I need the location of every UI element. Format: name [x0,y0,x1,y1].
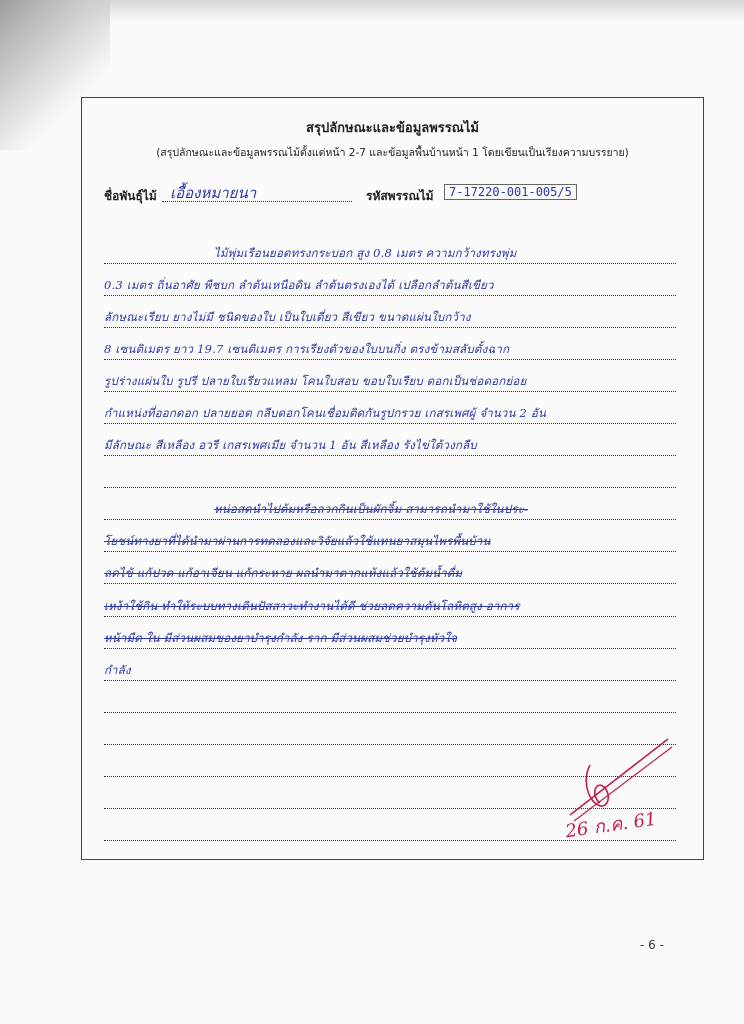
handwritten-line: หน่อสดนำไปต้มหรือลวกกินเป็นผักจิ้ม สามารถนำมาใช้ในประ- [214,502,529,516]
plant-code-field [366,187,666,207]
handwritten-line: โยชน์ทางยาที่ได้นำมาผ่านการทดลองและวิจัยแล้วใช้แทนยาสมุนไพรพื้นบ้าน [104,534,491,548]
dotted-line [104,712,676,713]
scan-edge-shadow [0,0,744,22]
dotted-line [104,327,676,328]
form-subtitle: (สรุปลักษณะและข้อมูลพรรณไม้ตั้งแต่หน้า 2-7 และข้อมูลพื้นบ้านหน้า 1 โดยเขียนเป็นเรียงความบรรยาย) [156,147,629,159]
plant-code-label: รหัสพรรณไม้ [366,189,434,203]
page-number: - 6 - [640,938,664,952]
form-title: สรุปลักษณะและข้อมูลพรรณไม้ [306,121,479,136]
handwritten-line: ลักษณะเรียบ ยางไม่มี ชนิดของใบ เป็นใบเดี่ยว สีเขียว ขนาดแผ่นใบกว้าง [104,310,471,324]
handwritten-line: เหง้าใช้กิน ทำให้ระบบทางเดินปัสสาวะทำงานได้ดี ช่วยลดความดันโลหิตสูง อาการ [104,599,520,613]
handwritten-line: รูปร่างแผ่นใบ รูปรี ปลายใบเรียวแหลม โคนใบสอบ ขอบใบเรียบ ดอกเป็นช่อดอกย่อย [104,374,527,388]
local-name-value: เอื้องหมายนา [170,184,257,202]
handwritten-line: 8 เซนติเมตร ยาว 19.7 เซนติเมตร การเรียงตัวของใบบนกิ่ง ตรงข้ามสลับตั้งฉาก [104,342,510,356]
handwritten-line: กำแหน่งที่ออกดอก ปลายยอด กลีบดอกโคนเชื่อมติดกันรูปกรวย เกสรเพศผู้ จำนวน 2 อัน [104,406,547,420]
local-name-field [104,184,354,207]
dotted-line [104,648,676,649]
local-name-label: ชื่อพันธุ์ไม้ [104,189,157,203]
handwritten-line: 0.3 เมตร ถิ่นอาศัย พืชบก ลำต้นเหนือดิน ลำต้นตรงเองได้ เปลือกลำต้นสีเขียว [104,278,494,292]
dotted-line [104,423,676,424]
dotted-line [104,616,676,617]
dotted-line [104,680,676,681]
signature-date: 26 ก.ค. 61 [564,808,658,843]
handwritten-line: ไม้พุ่มเรือนยอดทรงกระบอก สูง 0.8 เมตร ความกว้างทรงพุ่ม [214,246,517,260]
dotted-line [104,295,676,296]
handwritten-line: หน้ามืด ใน มีส่วนผสมของยาบำรุงกำลัง ราก มีส่วนผสมช่วยบำรุงหัวใจ [104,631,458,645]
dotted-line [104,519,676,520]
dotted-line [104,455,676,456]
dotted-line [104,263,676,264]
handwritten-line: มีลักษณะ สีเหลือง อวรี เกสรเพศเมีย จำนวน 1 อัน สีเหลือง รังไข่ใต้วงกลีบ [104,438,477,452]
dotted-line [104,391,676,392]
plant-code-value: 7-17220-001-005/5 [444,184,577,200]
handwritten-line: กำลัง [104,663,131,677]
dotted-line [104,551,676,552]
dotted-line [104,583,676,584]
handwritten-line: ลดไข้ แก้ปวด แก้อาเจียน แก้กระหาย ผลนำมาตากแห้งแล้วใช้ต้มน้ำดื่ม [104,566,463,580]
dotted-line [104,359,676,360]
dotted-line [104,487,676,488]
